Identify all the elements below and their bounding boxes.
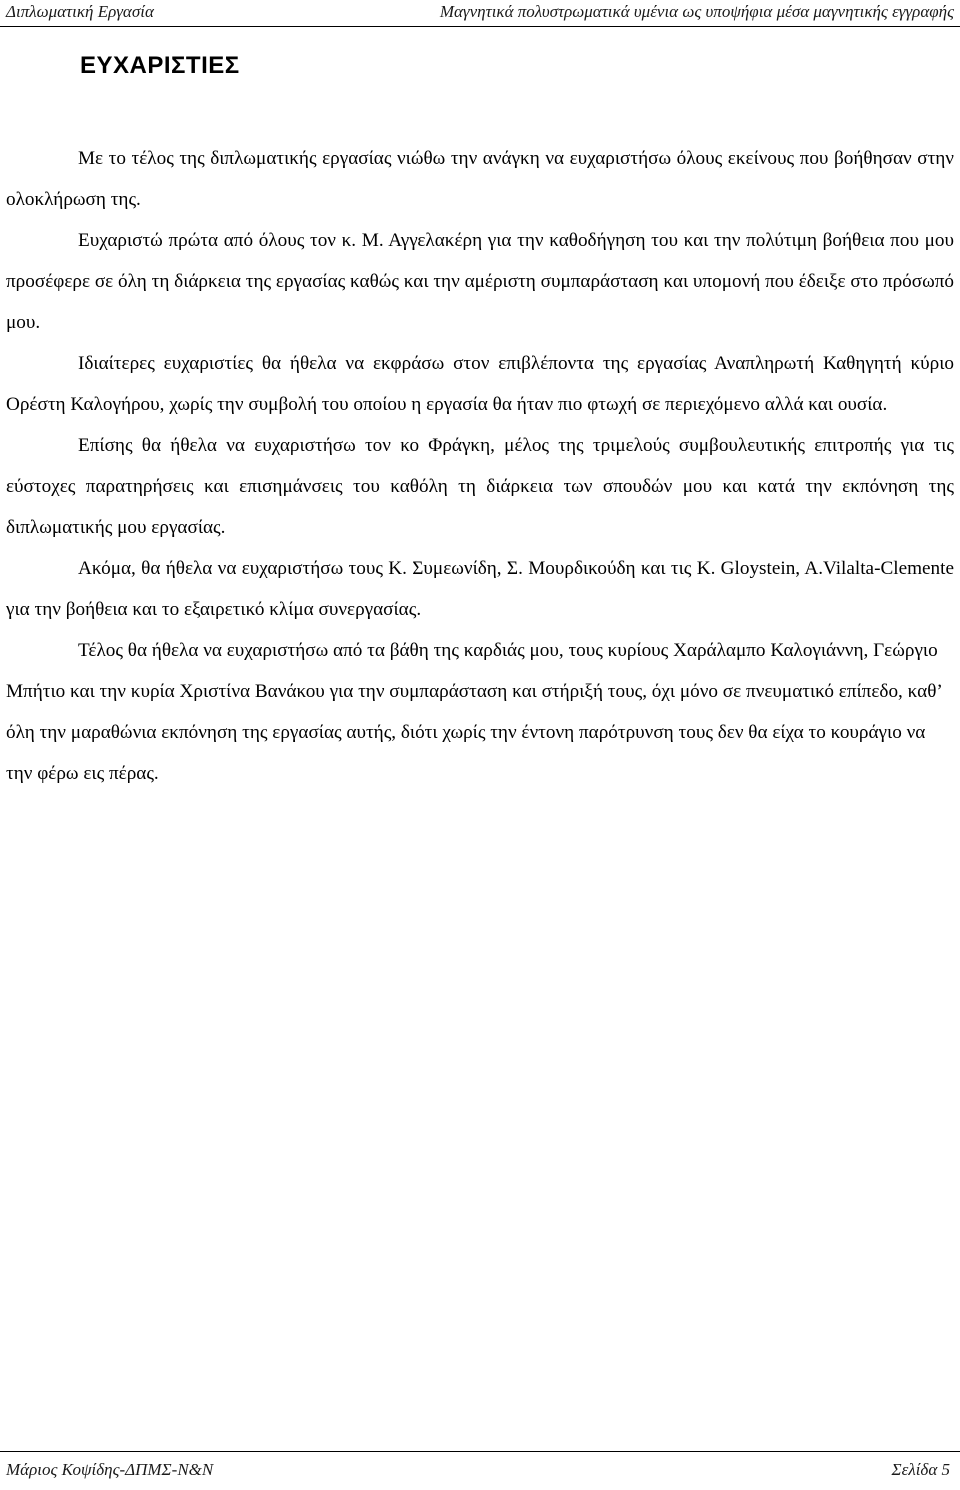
paragraph-colleagues-thanks: Ακόμα, θα ήθελα να ευχαριστήσω τους Κ. Συμεωνίδη, Σ. Μουρδικούδη και τις Κ. Gloystein, A.Vilalta-Clemente για την βοήθεια και το εξαιρετικό κλίμα συνεργασίας. <box>6 558 954 620</box>
paragraph-family-thanks: Τέλος θα ήθελα να ευχαριστήσω από τα βάθη της καρδιάς μου, τους κυρίους Χαράλαμπο Καλογιάννη, Γεώργιο Μπήτιο και την κυρία Χριστίνα Βανάκου για την συμπαράσταση και στήριξή τους, όχι μόνο σε πνευματικό επίπεδο, καθ’ όλη την μαραθώνια εκπόνηση της εργασίας αυτής, διότι χωρίς την έντονη παρότρυνση τους δεν θα είχα το κουράγιο να την φέρω εις πέρας. <box>6 640 942 784</box>
running-header <box>0 0 960 27</box>
running-footer <box>0 1451 960 1490</box>
footer-author: Μάριος Κοψίδης-ΔΠΜΣ-Ν&Ν <box>6 1460 214 1479</box>
paragraph-intro: Με το τέλος της διπλωματικής εργασίας νιώθω την ανάγκη να ευχαριστήσω όλους εκείνους που βοήθησαν στην ολοκλήρωση της. <box>6 148 954 210</box>
paragraph-advisor-thanks: Ιδιαίτερες ευχαριστίες θα ήθελα να εκφράσω στον επιβλέποντα της εργασίας Αναπληρωτή Καθηγητή κύριο Ορέστη Καλογήρου, χωρίς την συμβολή του οποίου η εργασία θα ήταν πιο φτωχή σε περιεχόμενο αλλά και ουσία. <box>6 353 954 415</box>
acknowledgements-body <box>6 138 954 794</box>
paragraph-supervisor-thanks: Ευχαριστώ πρώτα από όλους τον κ. Μ. Αγγελακέρη για την καθοδήγηση του και την πολύτιμη βοήθεια που μου προσέφερε σε όλη τη διάρκεια της εργασίας καθώς και την αμέριστη συμπαράσταση και υπομονή που έδειξε στο πρόσωπό μου. <box>6 230 954 333</box>
page-number: Σελίδα 5 <box>891 1460 950 1479</box>
paragraph-committee-thanks: Επίσης θα ήθελα να ευχαριστήσω τον κο Φράγκη, μέλος της τριμελούς συμβουλευτικής επιτροπής για τις εύστοχες παρατηρήσεις και επισημάνσεις του καθόλη τη διάρκεια των σπουδών μου και κατά την εκπόνηση της διπλωματικής μου εργασίας. <box>6 435 954 538</box>
header-document-type: Διπλωματική Εργασία <box>6 2 154 21</box>
page-title: ΕΥΧΑΡΙΣΤΙΕΣ <box>80 52 240 79</box>
header-thesis-title: Μαγνητικά πολυστρωματικά υμένια ως υποψήφια μέσα μαγνητικής εγγραφής <box>439 2 954 21</box>
